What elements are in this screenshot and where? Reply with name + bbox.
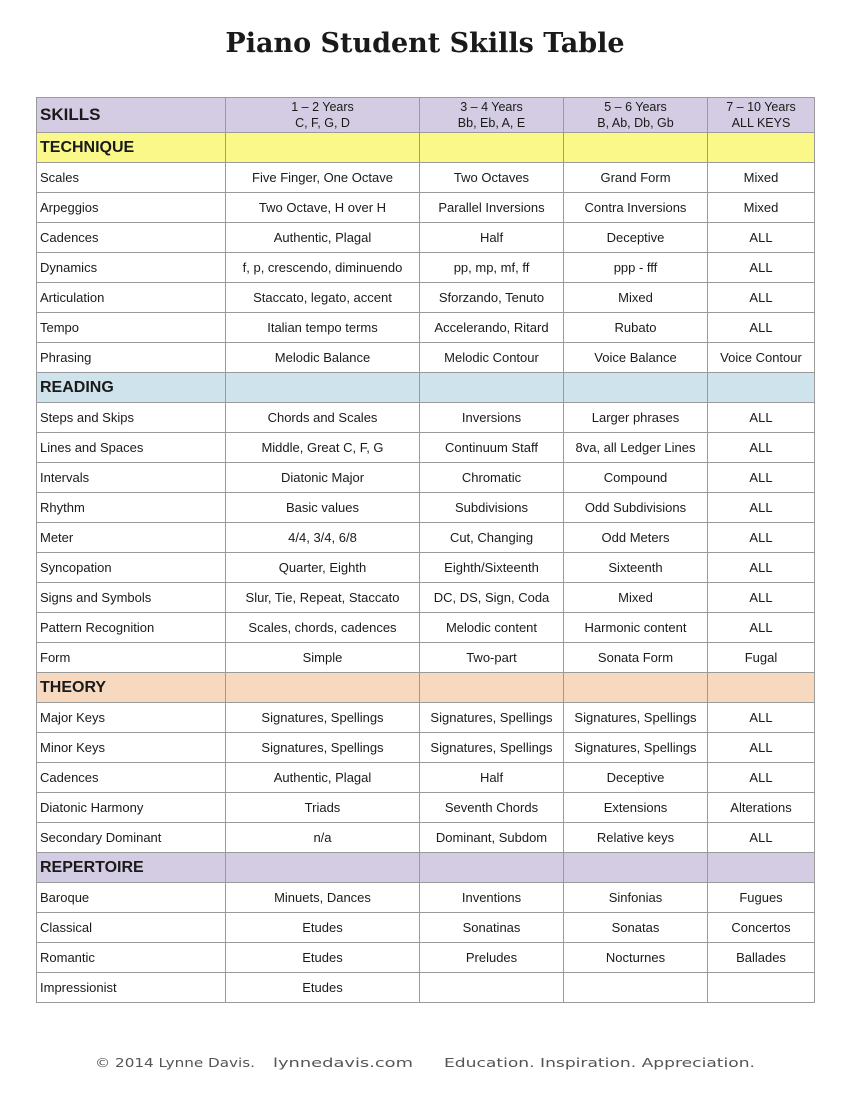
section-header-row <box>37 853 815 883</box>
skill-label: Cadences <box>37 223 226 253</box>
table-row <box>37 703 815 733</box>
level-cell: Parallel Inversions <box>420 193 564 223</box>
level-cell: Two Octave, H over H <box>226 193 420 223</box>
skill-label: Syncopation <box>37 553 226 583</box>
level-cell: Signatures, Spellings <box>564 703 708 733</box>
level-cell <box>420 973 564 1003</box>
level-cell: Deceptive <box>564 223 708 253</box>
level-cell <box>708 973 815 1003</box>
level-cell: Signatures, Spellings <box>564 733 708 763</box>
table-row <box>37 733 815 763</box>
level-cell: Chords and Scales <box>226 403 420 433</box>
section-header-cell <box>226 373 420 403</box>
level-cell: Two-part <box>420 643 564 673</box>
level-cell: Preludes <box>420 943 564 973</box>
section-header-cell <box>708 673 815 703</box>
table-row <box>37 403 815 433</box>
level-cell: Simple <box>226 643 420 673</box>
skill-label: Scales <box>37 163 226 193</box>
level-cell: Nocturnes <box>564 943 708 973</box>
skill-label: Minor Keys <box>37 733 226 763</box>
skill-label: Baroque <box>37 883 226 913</box>
level-cell: Inversions <box>420 403 564 433</box>
level-cell: Compound <box>564 463 708 493</box>
skill-label: Cadences <box>37 763 226 793</box>
level-cell: Triads <box>226 793 420 823</box>
level-cell: 8va, all Ledger Lines <box>564 433 708 463</box>
level-cell: Five Finger, One Octave <box>226 163 420 193</box>
level-cell: Mixed <box>564 583 708 613</box>
skill-label: Classical <box>37 913 226 943</box>
level-cell: Half <box>420 763 564 793</box>
level-cell: Basic values <box>226 493 420 523</box>
level-cell: Inventions <box>420 883 564 913</box>
level-cell: ALL <box>708 223 815 253</box>
section-header-cell <box>564 673 708 703</box>
footer-copyright: © 2014 Lynne Davis. <box>95 1055 255 1070</box>
level-cell: Two Octaves <box>420 163 564 193</box>
level-header <box>226 98 420 133</box>
table-row <box>37 283 815 313</box>
level-keys: C, F, G, D <box>295 116 350 130</box>
section-header-row <box>37 373 815 403</box>
section-header-cell <box>420 373 564 403</box>
level-cell: Half <box>420 223 564 253</box>
level-cell: ppp - fff <box>564 253 708 283</box>
section-header-cell <box>564 373 708 403</box>
level-cell: Scales, chords, cadences <box>226 613 420 643</box>
level-cell: ALL <box>708 583 815 613</box>
section-header-cell <box>226 673 420 703</box>
table-row <box>37 613 815 643</box>
level-cell: pp, mp, mf, ff <box>420 253 564 283</box>
footer-tagline: Education. Inspiration. Appreciation. <box>444 1055 755 1070</box>
level-cell: Authentic, Plagal <box>226 763 420 793</box>
level-cell: Ballades <box>708 943 815 973</box>
skill-label: Rhythm <box>37 493 226 523</box>
level-cell: Voice Balance <box>564 343 708 373</box>
level-cell: Larger phrases <box>564 403 708 433</box>
table-header-row <box>37 98 815 133</box>
level-cell: Accelerando, Ritard <box>420 313 564 343</box>
table-row <box>37 883 815 913</box>
table-row <box>37 313 815 343</box>
level-cell: Chromatic <box>420 463 564 493</box>
level-cell: Authentic, Plagal <box>226 223 420 253</box>
level-cell: Etudes <box>226 943 420 973</box>
table-row <box>37 553 815 583</box>
level-cell: ALL <box>708 823 815 853</box>
level-cell: ALL <box>708 283 815 313</box>
level-keys: ALL KEYS <box>731 116 791 130</box>
section-header-cell <box>226 853 420 883</box>
skill-label: Pattern Recognition <box>37 613 226 643</box>
section-title: REPERTOIRE <box>37 853 226 883</box>
level-cell: Etudes <box>226 973 420 1003</box>
skill-label: Signs and Symbols <box>37 583 226 613</box>
section-header-cell <box>564 853 708 883</box>
level-cell: Seventh Chords <box>420 793 564 823</box>
page-title: Piano Student Skills Table <box>225 28 625 59</box>
section-header-cell <box>708 853 815 883</box>
level-cell: Odd Meters <box>564 523 708 553</box>
level-cell: Harmonic content <box>564 613 708 643</box>
table-row <box>37 463 815 493</box>
level-cell: Signatures, Spellings <box>226 733 420 763</box>
level-cell: ALL <box>708 463 815 493</box>
level-keys: B, Ab, Db, Gb <box>597 116 674 130</box>
section-header-cell <box>420 673 564 703</box>
skill-label: Intervals <box>37 463 226 493</box>
table-row <box>37 523 815 553</box>
table-row <box>37 943 815 973</box>
footer <box>0 1045 850 1085</box>
skill-label: Diatonic Harmony <box>37 793 226 823</box>
level-cell: Rubato <box>564 313 708 343</box>
level-cell: ALL <box>708 703 815 733</box>
table-row <box>37 223 815 253</box>
level-cell: Voice Contour <box>708 343 815 373</box>
table-row <box>37 163 815 193</box>
table-row <box>37 973 815 1003</box>
level-cell: Melodic Contour <box>420 343 564 373</box>
skill-label: Phrasing <box>37 343 226 373</box>
level-cell: Alterations <box>708 793 815 823</box>
section-header-cell <box>708 373 815 403</box>
skill-label: Meter <box>37 523 226 553</box>
level-keys: Bb, Eb, A, E <box>457 116 526 130</box>
level-years: 1 – 2 Years <box>291 100 354 114</box>
skill-label: Major Keys <box>37 703 226 733</box>
level-cell: Fugues <box>708 883 815 913</box>
skill-label: Arpeggios <box>37 193 226 223</box>
table-body <box>37 133 815 1003</box>
section-header-cell <box>226 133 420 163</box>
level-cell: Staccato, legato, accent <box>226 283 420 313</box>
level-cell: Italian tempo terms <box>226 313 420 343</box>
skill-label: Dynamics <box>37 253 226 283</box>
level-years: 5 – 6 Years <box>604 100 667 114</box>
table-row <box>37 793 815 823</box>
level-cell: Signatures, Spellings <box>420 733 564 763</box>
level-cell: Subdivisions <box>420 493 564 523</box>
table-row <box>37 343 815 373</box>
level-cell: Contra Inversions <box>564 193 708 223</box>
skill-label: Articulation <box>37 283 226 313</box>
level-cell: Odd Subdivisions <box>564 493 708 523</box>
table-row <box>37 493 815 523</box>
level-cell: Sonatinas <box>420 913 564 943</box>
level-cell: DC, DS, Sign, Coda <box>420 583 564 613</box>
level-cell: ALL <box>708 493 815 523</box>
table-row <box>37 433 815 463</box>
section-header-row <box>37 673 815 703</box>
level-cell: ALL <box>708 403 815 433</box>
table-row <box>37 823 815 853</box>
table-row <box>37 583 815 613</box>
skill-label: Secondary Dominant <box>37 823 226 853</box>
level-cell: ALL <box>708 523 815 553</box>
section-title: TECHNIQUE <box>37 133 226 163</box>
level-cell: Dominant, Subdom <box>420 823 564 853</box>
section-header-row <box>37 133 815 163</box>
level-cell: Signatures, Spellings <box>226 703 420 733</box>
level-cell: Melodic content <box>420 613 564 643</box>
level-cell: Slur, Tie, Repeat, Staccato <box>226 583 420 613</box>
level-cell: ALL <box>708 613 815 643</box>
skill-label: Lines and Spaces <box>37 433 226 463</box>
level-cell: Relative keys <box>564 823 708 853</box>
level-cell: Diatonic Major <box>226 463 420 493</box>
level-cell: ALL <box>708 733 815 763</box>
level-cell: Sforzando, Tenuto <box>420 283 564 313</box>
level-cell: ALL <box>708 313 815 343</box>
level-cell: Middle, Great C, F, G <box>226 433 420 463</box>
level-cell: ALL <box>708 433 815 463</box>
level-cell: Mixed <box>564 283 708 313</box>
level-cell: Continuum Staff <box>420 433 564 463</box>
level-cell: ALL <box>708 763 815 793</box>
level-years: 7 – 10 Years <box>726 100 796 114</box>
level-cell: Mixed <box>708 193 815 223</box>
level-years: 3 – 4 Years <box>460 100 523 114</box>
level-cell: Melodic Balance <box>226 343 420 373</box>
level-cell: Quarter, Eighth <box>226 553 420 583</box>
level-cell: f, p, crescendo, diminuendo <box>226 253 420 283</box>
table-row <box>37 763 815 793</box>
skill-label: Impressionist <box>37 973 226 1003</box>
section-header-cell <box>420 133 564 163</box>
skills-column-header: SKILLS <box>37 98 226 133</box>
level-cell: Sixteenth <box>564 553 708 583</box>
level-header <box>420 98 564 133</box>
section-header-cell <box>420 853 564 883</box>
table-row <box>37 643 815 673</box>
level-header <box>708 98 815 133</box>
level-cell: Sonatas <box>564 913 708 943</box>
skill-label: Form <box>37 643 226 673</box>
footer-website: lynnedavis.com <box>273 1055 413 1070</box>
level-cell: 4/4, 3/4, 6/8 <box>226 523 420 553</box>
section-header-cell <box>708 133 815 163</box>
level-cell: Eighth/Sixteenth <box>420 553 564 583</box>
level-cell: Sinfonias <box>564 883 708 913</box>
level-cell: Sonata Form <box>564 643 708 673</box>
skill-label: Tempo <box>37 313 226 343</box>
table-row <box>37 193 815 223</box>
table-row <box>37 913 815 943</box>
section-title: READING <box>37 373 226 403</box>
level-cell <box>564 973 708 1003</box>
skill-label: Romantic <box>37 943 226 973</box>
level-cell: Grand Form <box>564 163 708 193</box>
level-cell: ALL <box>708 253 815 283</box>
level-cell: Cut, Changing <box>420 523 564 553</box>
section-header-cell <box>564 133 708 163</box>
skills-table <box>36 97 815 1003</box>
level-cell: Minuets, Dances <box>226 883 420 913</box>
table-row <box>37 253 815 283</box>
level-cell: Deceptive <box>564 763 708 793</box>
section-title: THEORY <box>37 673 226 703</box>
skill-label: Steps and Skips <box>37 403 226 433</box>
level-cell: Signatures, Spellings <box>420 703 564 733</box>
level-cell: Etudes <box>226 913 420 943</box>
level-cell: Concertos <box>708 913 815 943</box>
level-cell: n/a <box>226 823 420 853</box>
level-cell: Extensions <box>564 793 708 823</box>
level-cell: ALL <box>708 553 815 583</box>
level-cell: Mixed <box>708 163 815 193</box>
level-header <box>564 98 708 133</box>
level-cell: Fugal <box>708 643 815 673</box>
